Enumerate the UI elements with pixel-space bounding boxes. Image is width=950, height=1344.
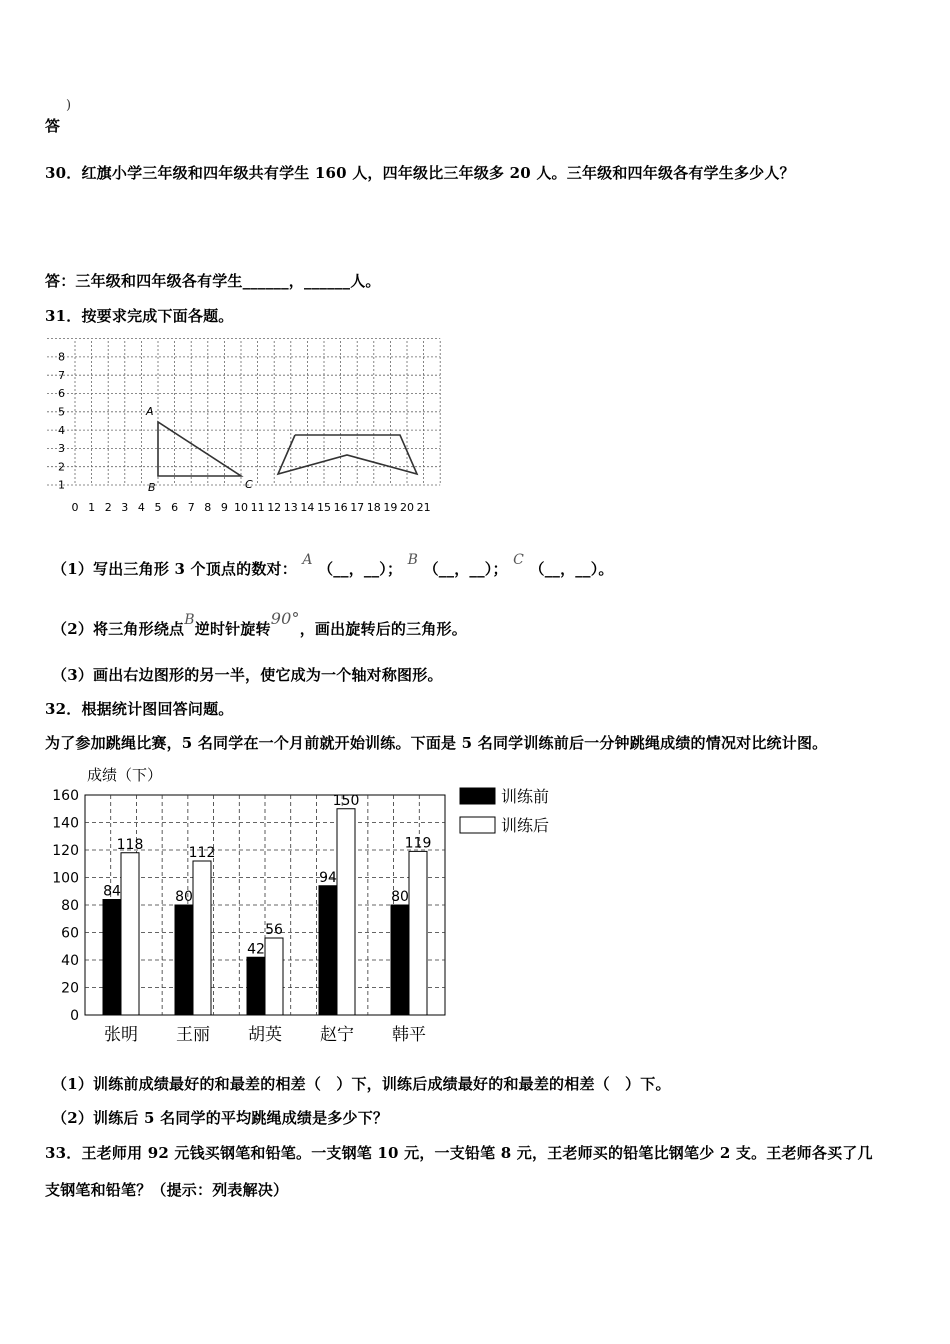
grid-y-label: 7 bbox=[58, 368, 65, 382]
grid-y-label: 4 bbox=[58, 423, 65, 437]
bar-before bbox=[175, 905, 193, 1015]
point-b-symbol-2: B bbox=[184, 612, 195, 628]
bar-value-label: 42 bbox=[247, 941, 265, 958]
grid-x-label: 4 bbox=[137, 501, 145, 514]
x-category-label: 胡英 bbox=[248, 1025, 282, 1045]
grid-x-label: 2 bbox=[104, 501, 112, 514]
bar-value-label: 112 bbox=[188, 845, 216, 861]
y-tick-label: 0 bbox=[70, 1008, 79, 1024]
point-a-label: A bbox=[146, 405, 154, 418]
grid-y-label: 2 bbox=[58, 460, 65, 474]
bar-after bbox=[337, 809, 355, 1015]
q33-line2: 支钢笔和铅笔？（提示：列表解决） bbox=[45, 1181, 289, 1199]
point-c-label: C bbox=[245, 478, 253, 491]
grid-x-label: 11 bbox=[250, 501, 265, 514]
x-category-label: 张明 bbox=[104, 1025, 138, 1045]
bar-value-label: 84 bbox=[103, 883, 121, 900]
q32-question1: （1）训练前成绩最好的和最差的相差（ ）下，训练后成绩最好的和最差的相差（ ）下。 bbox=[52, 1075, 671, 1093]
bar-before bbox=[319, 886, 337, 1015]
q30-answer: 答：三年级和四年级各有学生______，______人。 bbox=[45, 272, 381, 290]
grid-x-label: 3 bbox=[121, 501, 129, 514]
bar-value-label: 119 bbox=[404, 835, 432, 852]
grid-y-label: 5 bbox=[58, 405, 65, 419]
q33-line1: 33．王老师用 92 元钱买钢笔和铅笔。一支钢笔 10 元，一支铅笔 8 元，王老师买的铅笔比钢笔少 2 支。王老师各买了几 bbox=[45, 1144, 873, 1162]
y-tick-label: 60 bbox=[61, 925, 79, 942]
q32-intro: 为了参加跳绳比赛，5 名同学在一个月前就开始训练。下面是 5 名同学训练前后一分钟跳绳成绩的情况对比统计图。 bbox=[45, 734, 828, 752]
grid-x-label: 20 bbox=[400, 501, 414, 514]
bar-value-label: 80 bbox=[175, 889, 193, 905]
q30-question: 30．红旗小学三年级和四年级共有学生 160 人，四年级比三年级多 20 人。三年级和四年级各有学生多少人？ bbox=[45, 164, 795, 182]
bar-value-label: 94 bbox=[319, 869, 337, 886]
legend-label: 训练前 bbox=[501, 787, 550, 806]
bar-chart bbox=[45, 760, 575, 1060]
grid-x-label: 10 bbox=[234, 501, 248, 514]
angle-90: 90° bbox=[270, 609, 300, 628]
grid-x-label: 18 bbox=[366, 501, 381, 514]
bar-after bbox=[265, 938, 283, 1015]
bar-after bbox=[121, 853, 139, 1015]
grid-x-label: 21 bbox=[416, 501, 431, 514]
q31-part3: （3）画出右边图形的另一半，使它成为一个轴对称图形。 bbox=[52, 666, 443, 684]
bar-before bbox=[103, 900, 121, 1016]
point-a-symbol: A bbox=[302, 552, 313, 568]
grid-x-label: 19 bbox=[383, 501, 398, 514]
grid-y-label: 3 bbox=[58, 442, 65, 456]
bar-value-label: 80 bbox=[391, 889, 409, 905]
y-tick-label: 160 bbox=[52, 788, 79, 804]
grid-x-label: 15 bbox=[317, 501, 331, 514]
y-tick-label: 80 bbox=[61, 898, 79, 914]
grid-x-label: 12 bbox=[267, 501, 282, 514]
q31-title: 31．按要求完成下面各题。 bbox=[45, 307, 234, 325]
legend-swatch-before bbox=[460, 788, 495, 804]
grid-y-label: 8 bbox=[58, 350, 65, 364]
q31-part2: （2）将三角形绕点B逆时针旋转90°，画出旋转后的三角形。 bbox=[52, 609, 467, 638]
point-b-label: B bbox=[148, 481, 156, 494]
grid-x-label: 17 bbox=[350, 501, 365, 514]
x-category-label: 韩平 bbox=[392, 1025, 426, 1045]
y-tick-label: 20 bbox=[61, 980, 79, 997]
bar-before bbox=[247, 957, 265, 1015]
grid-x-label: 14 bbox=[300, 501, 315, 514]
grid-y-label: 1 bbox=[58, 478, 65, 492]
coordinate-grid bbox=[42, 335, 452, 515]
y-tick-label: 100 bbox=[52, 870, 79, 887]
y-tick-label: 40 bbox=[61, 953, 79, 969]
q32-title: 32．根据统计图回答问题。 bbox=[45, 700, 234, 718]
grid-x-label: 16 bbox=[333, 501, 348, 514]
bar-after bbox=[409, 851, 427, 1015]
legend-label: 训练后 bbox=[501, 816, 550, 835]
bar-value-label: 118 bbox=[116, 836, 144, 853]
grid-x-label: 6 bbox=[171, 501, 179, 514]
grid-x-label: 5 bbox=[154, 501, 162, 514]
q32-question2: （2）训练后 5 名同学的平均跳绳成绩是多少下？ bbox=[52, 1109, 389, 1127]
point-b-symbol: B bbox=[407, 552, 419, 568]
bar-before bbox=[391, 905, 409, 1015]
y-tick-label: 120 bbox=[52, 843, 79, 859]
point-c-symbol: C bbox=[513, 552, 525, 568]
grid-x-label: 1 bbox=[88, 501, 96, 514]
x-category-label: 赵宁 bbox=[320, 1025, 354, 1045]
chart-ylabel: 成绩（下） bbox=[87, 766, 163, 784]
grid-x-label: 9 bbox=[220, 501, 228, 514]
q31-part1: （1）写出三角形 3 个顶点的数对： A （__，__）； B （__，__）； C （__，__）。 bbox=[52, 552, 614, 578]
bar-value-label: 150 bbox=[332, 792, 360, 809]
y-tick-label: 140 bbox=[52, 815, 79, 832]
grid-x-label: 13 bbox=[283, 501, 298, 514]
paren-mark: ) bbox=[66, 98, 72, 113]
bar-after bbox=[193, 861, 211, 1015]
grid-x-label: 7 bbox=[187, 501, 195, 514]
grid-y-label: 6 bbox=[58, 387, 65, 401]
legend-swatch-after bbox=[460, 817, 495, 833]
half-figure bbox=[278, 435, 417, 474]
grid-x-label: 8 bbox=[204, 501, 212, 514]
bar-value-label: 56 bbox=[265, 922, 283, 938]
answer-prefix: 答 bbox=[45, 117, 61, 135]
grid-x-label: 0 bbox=[71, 501, 79, 514]
x-category-label: 王丽 bbox=[176, 1025, 210, 1045]
